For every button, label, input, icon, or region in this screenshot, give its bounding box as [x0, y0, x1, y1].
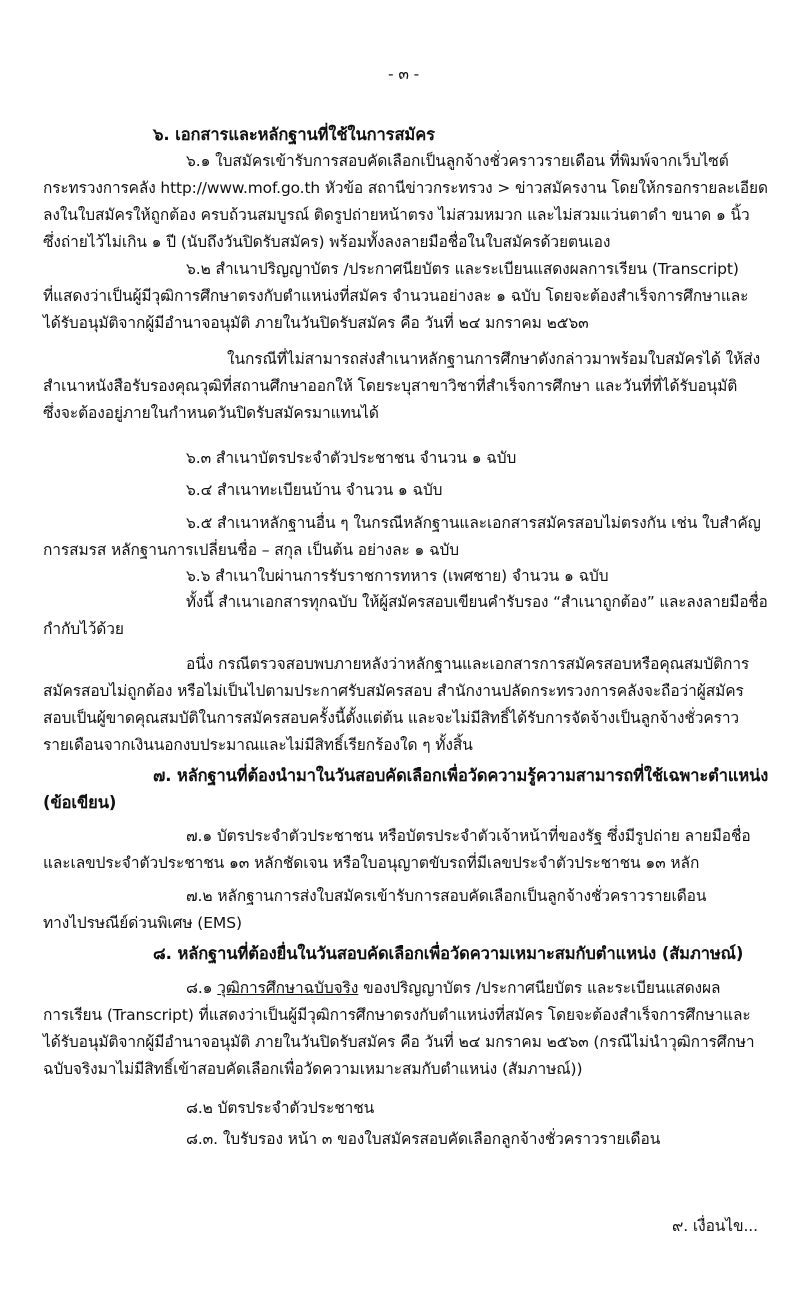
section-6-heading: ๖. เอกสารและหลักฐานที่ใช้ในการสมัคร [153, 125, 435, 144]
paragraph-8-2: ๘.๒ บัตรประจำตัวประชาชน [186, 1099, 375, 1117]
paragraph-8-1-line: การเรียน (Transcript) ที่แสดงว่าเป็นผู้มีวุฒิการศึกษาตรงกับตำแหน่งที่สมัคร โดยจะต้องสำเร็จการศึกษาและ [43, 1006, 751, 1024]
paragraph-6-2-note-line: ในกรณีที่ไม่สามารถส่งสำเนาหลักฐานการศึกษาดังกล่าวมาพร้อมใบสมัครได้ ให้ส่ง [227, 350, 761, 368]
paragraph-6-2-note-line: ซึ่งจะต้องอยู่ภายในกำหนดวันปิดรับสมัครมาแทนได้ [43, 404, 379, 422]
paragraph-7-2-line: ทางไปรษณีย์ด่วนพิเศษ (EMS) [43, 914, 242, 932]
section-8-heading: ๘. หลักฐานที่ต้องยื่นในวันสอบคัดเลือกเพื่อวัดความเหมาะสมกับตำแหน่ง (สัมภาษณ์) [153, 944, 744, 963]
paragraph-6-2-line: ๖.๒ สำเนาปริญญาบัตร /ประกาศนียบัตร และระเบียนแสดงผลการเรียน (Transcript) [186, 260, 739, 278]
paragraph-7-1-line: ๗.๑ บัตรประจำตัวประชาชน หรือบัตรประจำตัวเจ้าหน้าที่ของรัฐ ซึ่งมีรูปถ่าย ลายมือชื่อ [186, 827, 751, 845]
paragraph-6-1-line: ซึ่งถ่ายไว้ไม่เกิน ๑ ปี (นับถึงวันปิดรับสมัคร) พร้อมทั้งลงลายมือชื่อในใบสมัครด้วยตนเอง [43, 233, 611, 251]
section-7-heading-cont: (ข้อเขียน) [43, 793, 117, 812]
paragraph-6-4: ๖.๔ สำเนาทะเบียนบ้าน จำนวน ๑ ฉบับ [186, 481, 443, 499]
paragraph-7-2-line: ๗.๒ หลักฐานการส่งใบสมัครเข้ารับการสอบคัดเลือกเป็นลูกจ้างชั่วคราวรายเดือน [186, 887, 707, 905]
paragraph-6-1-line: กระทรวงการคลัง http://www.mof.go.th หัวข้อ สถานีข่าวกระทรวง > ข่าวสมัครงาน โดยให้กรอกรายละเอียด [43, 179, 768, 197]
certify-line: กำกับไว้ด้วย [43, 620, 124, 638]
paragraph-8-1-number: ๘.๑ [186, 979, 218, 997]
paragraph-6-3: ๖.๓ สำเนาบัตรประจำตัวประชาชน จำนวน ๑ ฉบับ [186, 449, 517, 467]
certify-line: ทั้งนี้ สำเนาเอกสารทุกฉบับ ให้ผู้สมัครสอบเขียนคำรับรอง “สำเนาถูกต้อง” และลงลายมือชื่อ [186, 593, 768, 611]
note-line: รายเดือนจากเงินนอกงบประมาณและไม่มีสิทธิ์เรียกร้องใด ๆ ทั้งสิ้น [43, 736, 473, 754]
paragraph-6-2-line: ได้รับอนุมัติจากผู้มีอำนาจอนุมัติ ภายในวันปิดรับสมัคร คือ วันที่ ๒๔ มกราคม ๒๕๖๓ [43, 314, 589, 332]
paragraph-8-1-first-line [186, 978, 720, 998]
paragraph-6-2-note-line: สำเนาหนังสือรับรองคุณวุฒิที่สถานศึกษาออกให้ โดยระบุสาขาวิชาที่สำเร็จการศึกษา และวันที่ที่ได้รับอนุมัติ [43, 377, 738, 395]
paragraph-8-1-line: ได้รับอนุมัติจากผู้มีอำนาจอนุมัติ ภายในวันปิดรับสมัคร คือ วันที่ ๒๔ มกราคม ๒๕๖๓ (กรณีไม่นำวุฒิการศึกษา [43, 1033, 755, 1051]
original-certificate-underlined: วุฒิการศึกษาฉบับจริง [217, 979, 359, 997]
paragraph-8-1-rest: ของปริญญาบัตร /ประกาศนียบัตร และระเบียนแสดงผล [358, 979, 721, 997]
paragraph-7-1-line: และเลขประจำตัวประชาชน ๑๓ หลักชัดเจน หรือใบอนุญาตขับรถที่มีเลขประจำตัวประชาชน ๑๓ หลัก [43, 854, 700, 872]
note-line: สมัครสอบไม่ถูกต้อง หรือไม่เป็นไปตามประกาศรับสมัครสอบ สำนักงานปลัดกระทรวงการคลังจะถือว่าผู้สมัคร [43, 682, 744, 700]
paragraph-8-1-line: ฉบับจริงมาไม่มีสิทธิ์เข้าสอบคัดเลือกเพื่อวัดความเหมาะสมกับตำแหน่ง (สัมภาษณ์)) [43, 1060, 583, 1078]
paragraph-6-2-line: ที่แสดงว่าเป็นผู้มีวุฒิการศึกษาตรงกับตำแหน่งที่สมัคร จำนวนอย่างละ ๑ ฉบับ โดยจะต้องสำเร็จการศึกษาและ [43, 287, 749, 305]
paragraph-6-1-line: ๖.๑ ใบสมัครเข้ารับการสอบคัดเลือกเป็นลูกจ้างชั่วคราวรายเดือน ที่พิมพ์จากเว็บไซต์ [186, 152, 729, 170]
note-line: สอบเป็นผู้ขาดคุณสมบัติในการสมัครสอบครั้งนี้ตั้งแต่ต้น และจะไม่มีสิทธิ์ได้รับการจัดจ้างเป็นลูกจ้างชั่วคราว [43, 709, 740, 727]
paragraph-6-1-line: ลงในใบสมัครให้ถูกต้อง ครบถ้วนสมบูรณ์ ติดรูปถ่ายหน้าตรง ไม่สวมหมวก และไม่สวมแว่นตาดำ ขนาด ๑ นิ้ว [43, 206, 750, 224]
paragraph-8-3: ๘.๓. ใบรับรอง หน้า ๓ ของใบสมัครสอบคัดเลือกลูกจ้างชั่วคราวรายเดือน [186, 1130, 661, 1148]
continuation-marker: ๙. เงื่อนไข... [672, 1217, 758, 1235]
paragraph-6-6: ๖.๖ สำเนาใบผ่านการรับราชการทหาร (เพศชาย) จำนวน ๑ ฉบับ [186, 567, 609, 585]
section-7-heading: ๗. หลักฐานที่ต้องนำมาในวันสอบคัดเลือกเพื่อวัดความรู้ความสามารถที่ใช้เฉพาะตำแหน่ง [153, 766, 769, 785]
note-line: อนึ่ง กรณีตรวจสอบพบภายหลังว่าหลักฐานและเอกสารการสมัครสอบหรือคุณสมบัติการ [186, 655, 750, 673]
paragraph-6-5-line: ๖.๕ สำเนาหลักฐานอื่น ๆ ในกรณีหลักฐานและเอกสารสมัครสอบไม่ตรงกัน เช่น ใบสำคัญ [186, 514, 761, 532]
paragraph-6-5-line: การสมรส หลักฐานการเปลี่ยนชื่อ – สกุล เป็นต้น อย่างละ ๑ ฉบับ [43, 541, 460, 559]
page-number: - ๓ - [388, 65, 420, 83]
